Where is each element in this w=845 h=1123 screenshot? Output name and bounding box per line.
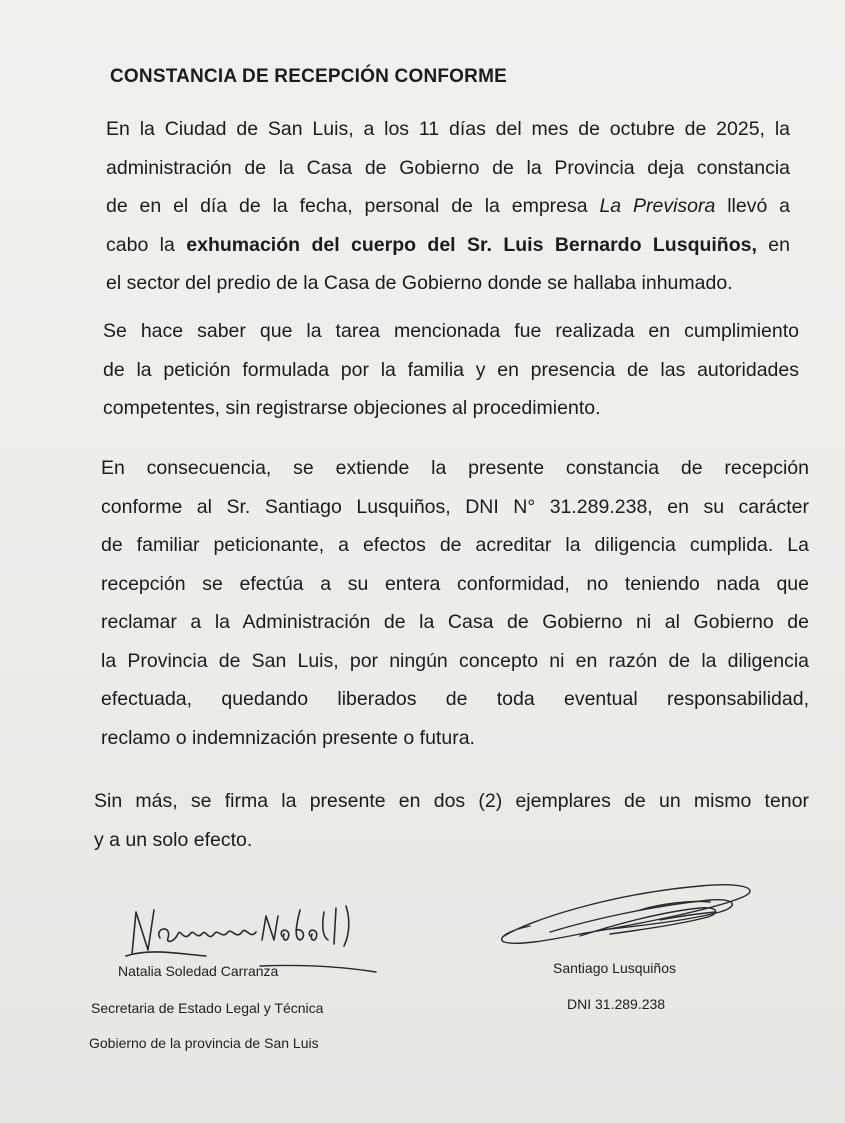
paragraph-1-line: [106, 187, 790, 226]
paragraph-4-line: Sin más, se firma la presente en dos (2) ejemplares de un mismo tenor: [94, 790, 809, 812]
text-run: cabo la: [106, 233, 187, 256]
paragraph-1-line: administración de la Casa de Gobierno de la Provincia deja constancia: [106, 156, 790, 179]
text-run: reclamo o indemnización presente o futura.: [101, 726, 475, 749]
emphasis-text: exhumación del cuerpo del Sr. Luis Bernardo Lusquiños,: [186, 233, 757, 256]
paragraph-2-line: Se hace saber que la tarea mencionada fue realizada en cumplimiento: [103, 320, 799, 342]
document-title: CONSTANCIA DE RECEPCIÓN CONFORME: [110, 66, 507, 87]
paragraph-3-line: En consecuencia, se extiende la presente constancia de recepción: [101, 457, 809, 479]
signatory-right-dni: DNI 31.289.238: [567, 996, 666, 1012]
paragraph-1-line: el sector del predio de la Casa de Gobierno donde se hallaba inhumado.: [106, 272, 733, 294]
paragraph-3-line: la Provincia de San Luis, por ningún concepto ni en razón de la diligencia: [101, 649, 809, 672]
paragraph-1-line: En la Ciudad de San Luis, a los 11 días del mes de octubre de 2025, la: [106, 118, 790, 140]
paragraph-1: [106, 110, 790, 303]
paragraph-3-line: efectuada, quedando liberados de toda eventual responsabilidad,: [101, 688, 809, 710]
company-name: La Previsora: [599, 195, 716, 217]
paragraph-3-line: conforme al Sr. Santiago Lusquiños, DNI N° 31.289.238, en su carácter: [101, 495, 809, 518]
signatory-right-name: Santiago Lusquiños: [553, 960, 676, 976]
signatory-left-position: Secretaria de Estado Legal y Técnica: [91, 1000, 324, 1016]
paragraph-4-line: y a un solo efecto.: [94, 828, 253, 851]
text-run: llevó a: [715, 195, 790, 217]
paragraph-3-line: [101, 719, 809, 758]
paragraph-3: [101, 449, 809, 757]
signatory-left-organization: Gobierno de la provincia de San Luis: [89, 1035, 319, 1051]
paragraph-2-line: competentes, sin registrarse objeciones al procedimiento.: [103, 397, 601, 419]
paragraph-1-line: [106, 226, 790, 265]
paragraph-3-line: recepción se efectúa a su entera conformidad, no teniendo nada que: [101, 572, 809, 595]
paragraph-4: [94, 782, 809, 859]
paragraph-2-line: de la petición formulada por la familia y en presencia de las autoridades: [103, 358, 799, 381]
paragraph-2: [103, 312, 799, 428]
paragraph-3-line: reclamar a la Administración de la Casa de Gobierno ni al Gobierno de: [101, 611, 809, 633]
text-run: de en el día de la fecha, personal de la empresa: [106, 195, 600, 217]
text-run: en: [756, 233, 790, 256]
signatory-left-name: Natalia Soledad Carranza: [118, 963, 279, 979]
paragraph-3-line: de familiar peticionante, a efectos de acreditar la diligencia cumplida. La: [101, 534, 809, 556]
signature-right: [490, 876, 775, 956]
